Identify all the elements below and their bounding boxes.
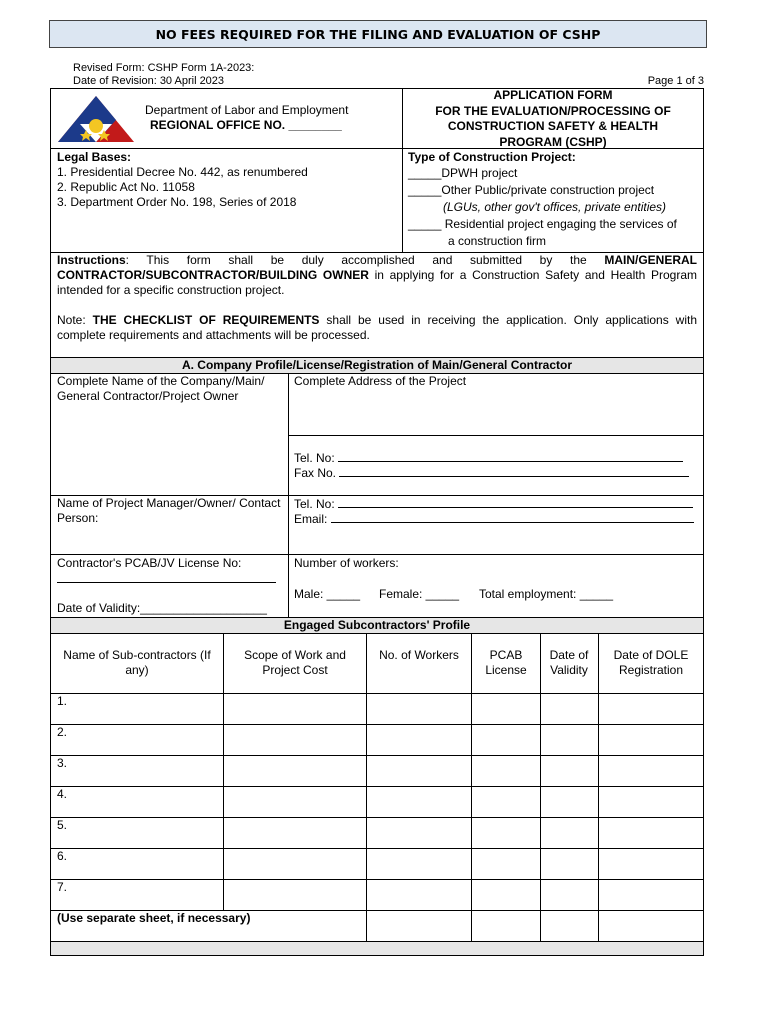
table-row[interactable]: 1. [57, 694, 68, 708]
date-of-revision: Date of Revision: 30 April 2023 [73, 75, 225, 87]
project-type-other[interactable]: _____Other Public/private construction project [408, 183, 655, 197]
col-header-name: Name of Sub-contractors (If any) [63, 648, 211, 677]
validity-field[interactable]: Date of Validity:___________________ [57, 601, 267, 615]
male-field[interactable]: Male: _____ [294, 587, 361, 601]
total-employment-field[interactable]: Total employment: _____ [479, 587, 614, 601]
instructions: Instructions: This form shall be duly accomplished and submitted by the MAIN/GENERAL CONTRACTOR/SUBCONTRACTOR/BUILDING OWNER in applying for a Construction Safety and Health Program intended for a specific construction project. [57, 253, 697, 297]
separate-sheet-note: (Use separate sheet, if necessary) [57, 911, 251, 925]
form-title: APPLICATION FORM FOR THE EVALUATION/PROCESSING OF CONSTRUCTION SAFETY & HEALTH PROGRAM (CSHP) [435, 88, 671, 149]
note: Note: THE CHECKLIST OF REQUIREMENTS shall be used in receiving the application. Only applications with complete requirements and attachments will be processed. [57, 313, 698, 342]
dole-logo [56, 94, 136, 144]
col-header-pcab: PCAB License [485, 648, 527, 677]
table-row[interactable]: 3. [57, 756, 68, 770]
tel2-field[interactable]: Tel. No: [294, 496, 693, 512]
col-header-scope: Scope of Work and Project Cost [244, 648, 346, 677]
company-name-label: Complete Name of the Company/Main/ General Contractor/Project Owner [57, 374, 265, 403]
tel-field[interactable]: Tel. No: [294, 450, 683, 466]
project-address-label: Complete Address of the Project [294, 374, 467, 388]
revised-form-label: Revised Form: CSHP Form 1A-2023: [73, 62, 255, 74]
table-row[interactable]: 7. [57, 880, 68, 894]
fax-field[interactable]: Fax No. [294, 465, 689, 481]
female-field[interactable]: Female: _____ [379, 587, 460, 601]
regional-office: REGIONAL OFFICE NO. ________ [150, 118, 342, 132]
table-row[interactable]: 5. [57, 818, 68, 832]
project-type-dpwh[interactable]: _____DPWH project [408, 166, 518, 180]
project-manager-label: Name of Project Manager/Owner/ Contact Person: [57, 496, 281, 525]
license-field[interactable] [57, 571, 276, 587]
table-row[interactable]: 4. [57, 787, 68, 801]
legal-bases: Legal Bases: 1. Presidential Decree No. 442, as renumbered 2. Republic Act No. 11058 3. Department Order No. 198, Series of 2018 [57, 150, 308, 209]
project-type-residential[interactable]: _____ Residential project engaging the services of [408, 217, 677, 231]
page-number: Page 1 of 3 [647, 75, 704, 87]
license-label: Contractor's PCAB/JV License No: [57, 556, 242, 570]
department-name: Department of Labor and Employment [145, 103, 349, 117]
no-fees-banner: NO FEES REQUIRED FOR THE FILING AND EVALUATION OF CSHP [49, 20, 707, 48]
project-type: Type of Construction Project: _____DPWH project _____Other Public/private construction project (LGUs, other gov't offices, private entities) _____ Residential project engaging the services of a construction firm [408, 150, 677, 248]
table-row[interactable]: 6. [57, 849, 68, 863]
col-header-workers: No. of Workers [379, 648, 459, 662]
col-header-dole: Date of DOLE Registration [613, 648, 689, 677]
section-a-title: A. Company Profile/License/Registration of Main/General Contractor [181, 358, 573, 372]
col-header-validity: Date of Validity [549, 648, 589, 677]
email-field[interactable]: Email: [294, 511, 694, 527]
table-row[interactable]: 2. [57, 725, 68, 739]
subcontractors-title: Engaged Subcontractors' Profile [283, 618, 471, 632]
workers-label: Number of workers: [294, 556, 399, 570]
